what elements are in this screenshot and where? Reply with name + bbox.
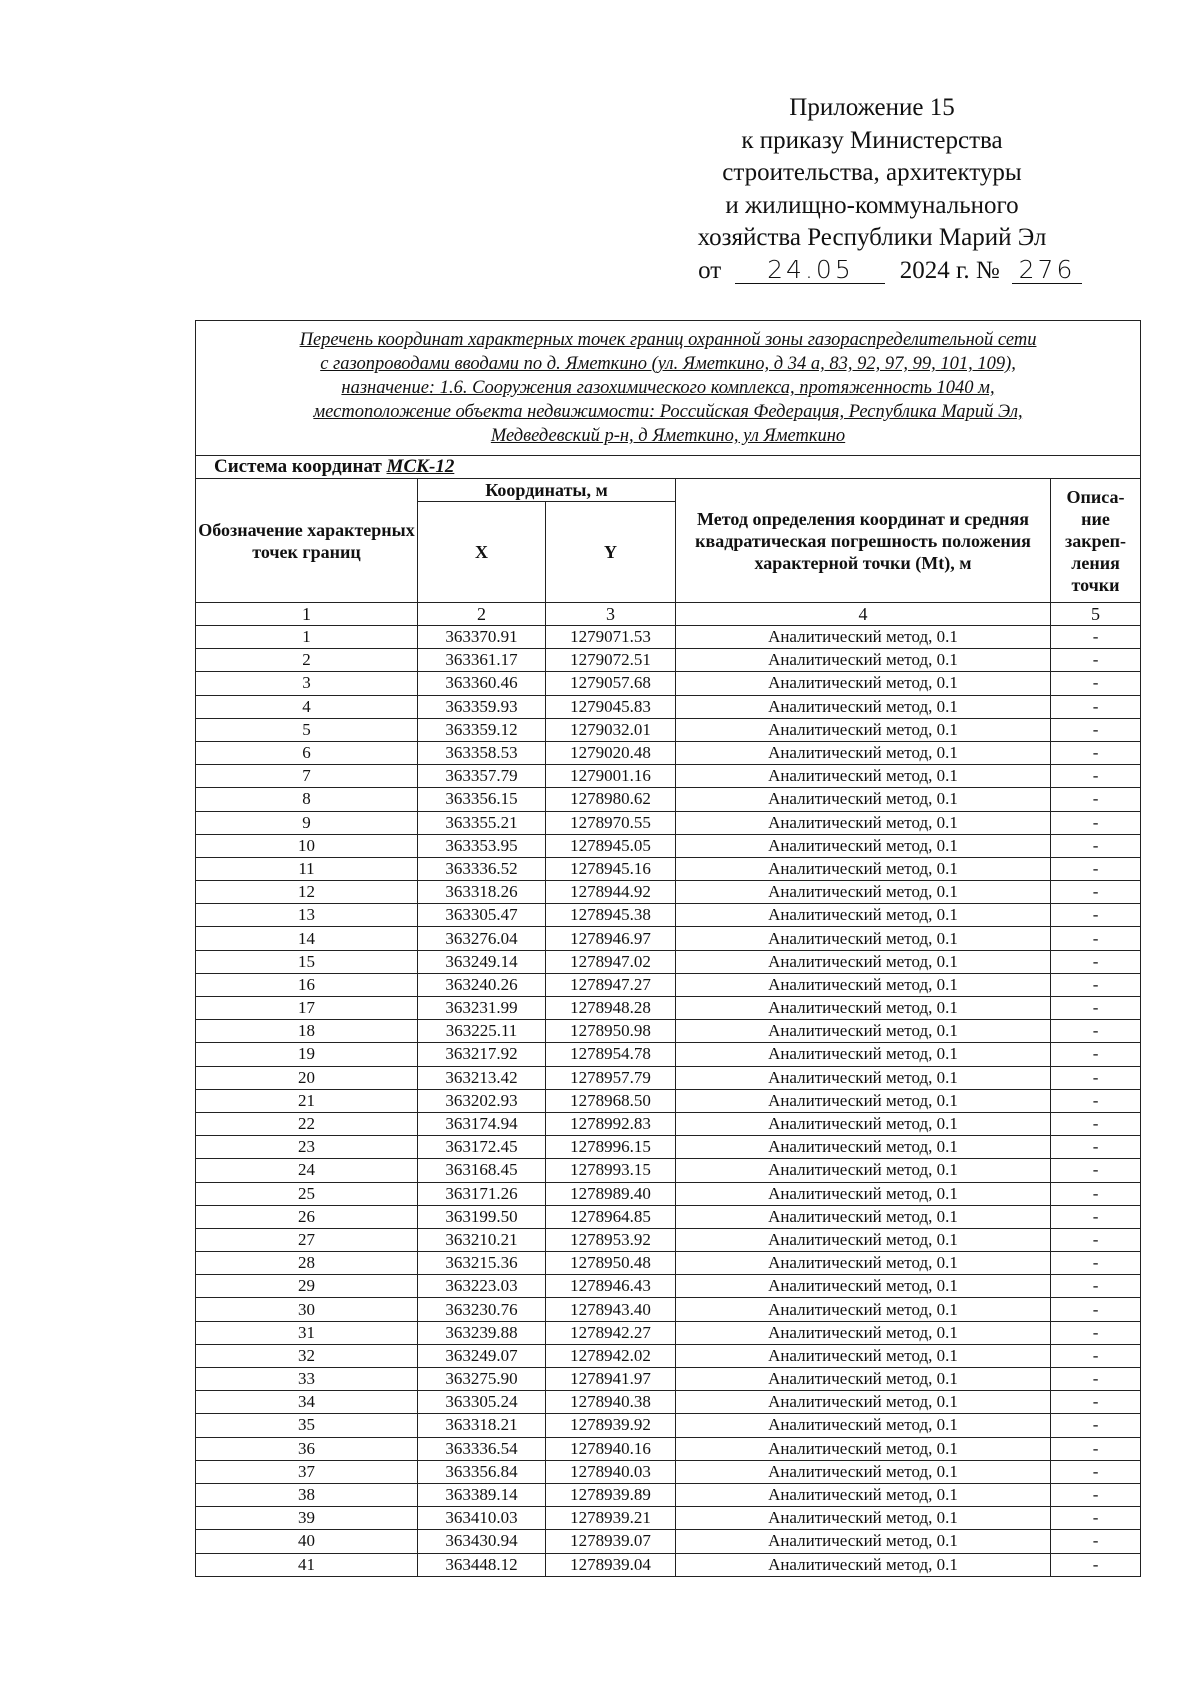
- appendix-line: и жилищно-коммунального: [725, 191, 1019, 219]
- point-number: 16: [196, 973, 418, 996]
- table-row: [196, 718, 1141, 741]
- coord-x: 363230.76: [418, 1298, 546, 1321]
- description-cell: -: [1051, 1159, 1141, 1182]
- description-cell: -: [1051, 834, 1141, 857]
- description-cell: -: [1051, 1530, 1141, 1553]
- coord-y: 1278996.15: [546, 1136, 676, 1159]
- table-row: [196, 834, 1141, 857]
- point-number: 7: [196, 765, 418, 788]
- point-number: 4: [196, 695, 418, 718]
- point-number: 40: [196, 1530, 418, 1553]
- description-cell: -: [1051, 1252, 1141, 1275]
- method-cell: Аналитический метод, 0.1: [676, 788, 1051, 811]
- coord-y: 1278939.07: [546, 1530, 676, 1553]
- coord-x: 363174.94: [418, 1112, 546, 1135]
- coord-x: 363172.45: [418, 1136, 546, 1159]
- coord-x: 363223.03: [418, 1275, 546, 1298]
- point-number: 23: [196, 1136, 418, 1159]
- coord-x: 363213.42: [418, 1066, 546, 1089]
- table-row: [196, 1460, 1141, 1483]
- table-row: [196, 1298, 1141, 1321]
- coord-y: 1278993.15: [546, 1159, 676, 1182]
- point-number: 3: [196, 672, 418, 695]
- table-row: [196, 1414, 1141, 1437]
- method-cell: Аналитический метод, 0.1: [676, 1136, 1051, 1159]
- column-number: 4: [676, 603, 1051, 626]
- coord-y: 1278957.79: [546, 1066, 676, 1089]
- method-cell: Аналитический метод, 0.1: [676, 881, 1051, 904]
- caption-line: Медведевский р-н, д Яметкино, ул Яметкино: [490, 426, 846, 446]
- method-cell: Аналитический метод, 0.1: [676, 649, 1051, 672]
- point-number: 2: [196, 649, 418, 672]
- coord-y: 1278942.02: [546, 1344, 676, 1367]
- table-row: [196, 1066, 1141, 1089]
- header-designation: Обозначение характерных точек границ: [196, 479, 418, 603]
- header-x: X: [418, 502, 546, 603]
- description-cell: -: [1051, 1228, 1141, 1251]
- point-number: 21: [196, 1089, 418, 1112]
- table-row: [196, 672, 1141, 695]
- method-cell: Аналитический метод, 0.1: [676, 1321, 1051, 1344]
- point-number: 1: [196, 626, 418, 649]
- method-cell: Аналитический метод, 0.1: [676, 1553, 1051, 1576]
- caption-line: с газопроводами вводами по д. Яметкино (ул. Яметкино, д 34 а, 83, 92, 97, 99, 101, 109),: [320, 354, 1016, 374]
- table-row: [196, 1159, 1141, 1182]
- table-row: [196, 1437, 1141, 1460]
- order-line: [662, 255, 1082, 288]
- coord-y: 1278945.16: [546, 857, 676, 880]
- appendix-header: [662, 92, 1082, 287]
- method-cell: Аналитический метод, 0.1: [676, 1275, 1051, 1298]
- table-row: [196, 927, 1141, 950]
- method-cell: Аналитический метод, 0.1: [676, 1391, 1051, 1414]
- coord-y: 1278948.28: [546, 997, 676, 1020]
- table-row: [196, 811, 1141, 834]
- point-number: 19: [196, 1043, 418, 1066]
- point-number: 13: [196, 904, 418, 927]
- column-number: 5: [1051, 603, 1141, 626]
- description-cell: -: [1051, 950, 1141, 973]
- coord-y: 1279001.16: [546, 765, 676, 788]
- coord-y: 1278980.62: [546, 788, 676, 811]
- header-coords: Координаты, м: [418, 479, 676, 502]
- point-number: 38: [196, 1483, 418, 1506]
- point-number: 30: [196, 1298, 418, 1321]
- coord-y: 1279072.51: [546, 649, 676, 672]
- method-cell: Аналитический метод, 0.1: [676, 1182, 1051, 1205]
- coord-y: 1278939.92: [546, 1414, 676, 1437]
- coord-y: 1278947.02: [546, 950, 676, 973]
- description-cell: -: [1051, 1089, 1141, 1112]
- description-cell: -: [1051, 1321, 1141, 1344]
- method-cell: Аналитический метод, 0.1: [676, 1089, 1051, 1112]
- coord-x: 363358.53: [418, 741, 546, 764]
- table-row: [196, 741, 1141, 764]
- description-cell: -: [1051, 881, 1141, 904]
- order-prefix: от: [698, 256, 722, 284]
- table-row: [196, 1228, 1141, 1251]
- coord-y: 1278940.38: [546, 1391, 676, 1414]
- point-number: 35: [196, 1414, 418, 1437]
- method-cell: Аналитический метод, 0.1: [676, 1252, 1051, 1275]
- method-cell: Аналитический метод, 0.1: [676, 695, 1051, 718]
- point-number: 15: [196, 950, 418, 973]
- coord-x: 363305.47: [418, 904, 546, 927]
- description-cell: -: [1051, 857, 1141, 880]
- coord-x: 363336.54: [418, 1437, 546, 1460]
- description-cell: -: [1051, 1043, 1141, 1066]
- coord-y: 1279020.48: [546, 741, 676, 764]
- order-year: 2024 г. №: [899, 256, 1000, 284]
- column-number: 3: [546, 603, 676, 626]
- description-cell: -: [1051, 672, 1141, 695]
- appendix-line: строительства, архитектуры: [722, 159, 1022, 186]
- point-number: 20: [196, 1066, 418, 1089]
- coord-x: 363318.26: [418, 881, 546, 904]
- appendix-line: к приказу Министерства: [741, 126, 1003, 154]
- coord-y: 1279032.01: [546, 718, 676, 741]
- method-cell: Аналитический метод, 0.1: [676, 672, 1051, 695]
- coord-y: 1278939.04: [546, 1553, 676, 1576]
- table-row: [196, 881, 1141, 904]
- description-cell: -: [1051, 1483, 1141, 1506]
- description-cell: -: [1051, 788, 1141, 811]
- table-row: [196, 1321, 1141, 1344]
- coord-y: 1278946.97: [546, 927, 676, 950]
- coord-x: 363357.79: [418, 765, 546, 788]
- method-cell: Аналитический метод, 0.1: [676, 1460, 1051, 1483]
- coord-y: 1278945.05: [546, 834, 676, 857]
- table-row: [196, 950, 1141, 973]
- column-numbers-row: [196, 603, 1141, 626]
- table-row: [196, 857, 1141, 880]
- order-date-handwritten: 24.05: [735, 257, 885, 284]
- coord-y: 1278953.92: [546, 1228, 676, 1251]
- point-number: 29: [196, 1275, 418, 1298]
- coord-x: 363356.15: [418, 788, 546, 811]
- point-number: 31: [196, 1321, 418, 1344]
- method-cell: Аналитический метод, 0.1: [676, 1159, 1051, 1182]
- method-cell: Аналитический метод, 0.1: [676, 950, 1051, 973]
- coord-y: 1278939.21: [546, 1507, 676, 1530]
- method-cell: Аналитический метод, 0.1: [676, 1112, 1051, 1135]
- description-cell: -: [1051, 765, 1141, 788]
- order-number-handwritten: 276: [1012, 257, 1082, 284]
- method-cell: Аналитический метод, 0.1: [676, 1020, 1051, 1043]
- table-row: [196, 1275, 1141, 1298]
- appendix-line: Приложение 15: [789, 94, 955, 121]
- method-cell: Аналитический метод, 0.1: [676, 973, 1051, 996]
- table-row: [196, 1507, 1141, 1530]
- coord-x: 363389.14: [418, 1483, 546, 1506]
- table-row: [196, 1205, 1141, 1228]
- method-cell: Аналитический метод, 0.1: [676, 1043, 1051, 1066]
- method-cell: Аналитический метод, 0.1: [676, 1205, 1051, 1228]
- coord-x: 363318.21: [418, 1414, 546, 1437]
- description-cell: -: [1051, 1368, 1141, 1391]
- description-cell: -: [1051, 973, 1141, 996]
- coord-y: 1278945.38: [546, 904, 676, 927]
- point-number: 22: [196, 1112, 418, 1135]
- description-cell: -: [1051, 1344, 1141, 1367]
- description-cell: -: [1051, 904, 1141, 927]
- table-row: [196, 1089, 1141, 1112]
- coord-y: 1278940.03: [546, 1460, 676, 1483]
- coord-x: 363361.17: [418, 649, 546, 672]
- table-row: [196, 1112, 1141, 1135]
- coord-y: 1278947.27: [546, 973, 676, 996]
- table-row: [196, 997, 1141, 1020]
- method-cell: Аналитический метод, 0.1: [676, 1344, 1051, 1367]
- coord-y: 1278968.50: [546, 1089, 676, 1112]
- description-cell: -: [1051, 1437, 1141, 1460]
- coord-y: 1278992.83: [546, 1112, 676, 1135]
- coord-x: 363215.36: [418, 1252, 546, 1275]
- description-cell: -: [1051, 626, 1141, 649]
- coord-x: 363239.88: [418, 1321, 546, 1344]
- description-cell: -: [1051, 1507, 1141, 1530]
- method-cell: Аналитический метод, 0.1: [676, 1414, 1051, 1437]
- point-number: 10: [196, 834, 418, 857]
- coord-x: 363359.12: [418, 718, 546, 741]
- coord-y: 1278941.97: [546, 1368, 676, 1391]
- description-cell: -: [1051, 649, 1141, 672]
- coordinate-system: [196, 456, 1141, 479]
- method-cell: Аналитический метод, 0.1: [676, 857, 1051, 880]
- coord-x: 363168.45: [418, 1159, 546, 1182]
- method-cell: Аналитический метод, 0.1: [676, 1298, 1051, 1321]
- coord-x: 363276.04: [418, 927, 546, 950]
- method-cell: Аналитический метод, 0.1: [676, 765, 1051, 788]
- table-row: [196, 1483, 1141, 1506]
- method-cell: Аналитический метод, 0.1: [676, 626, 1051, 649]
- point-number: 41: [196, 1553, 418, 1576]
- description-cell: -: [1051, 1391, 1141, 1414]
- coord-x: 363217.92: [418, 1043, 546, 1066]
- table-row: [196, 649, 1141, 672]
- point-number: 17: [196, 997, 418, 1020]
- table-row: [196, 765, 1141, 788]
- coord-x: 363430.94: [418, 1530, 546, 1553]
- coord-y: 1279071.53: [546, 626, 676, 649]
- point-number: 26: [196, 1205, 418, 1228]
- description-cell: -: [1051, 1460, 1141, 1483]
- point-number: 6: [196, 741, 418, 764]
- method-cell: Аналитический метод, 0.1: [676, 1437, 1051, 1460]
- description-cell: -: [1051, 741, 1141, 764]
- coord-y: 1278970.55: [546, 811, 676, 834]
- point-number: 11: [196, 857, 418, 880]
- point-number: 14: [196, 927, 418, 950]
- table-row: [196, 1043, 1141, 1066]
- coord-x: 363448.12: [418, 1553, 546, 1576]
- coord-y: 1279045.83: [546, 695, 676, 718]
- table-row: [196, 1344, 1141, 1367]
- coord-y: 1278940.16: [546, 1437, 676, 1460]
- method-cell: Аналитический метод, 0.1: [676, 718, 1051, 741]
- coord-x: 363360.46: [418, 672, 546, 695]
- table-row: [196, 788, 1141, 811]
- description-cell: -: [1051, 1298, 1141, 1321]
- coord-x: 363336.52: [418, 857, 546, 880]
- point-number: 9: [196, 811, 418, 834]
- table-row: [196, 1136, 1141, 1159]
- method-cell: Аналитический метод, 0.1: [676, 1507, 1051, 1530]
- description-cell: -: [1051, 695, 1141, 718]
- method-cell: Аналитический метод, 0.1: [676, 741, 1051, 764]
- table-row: [196, 1368, 1141, 1391]
- column-number: 2: [418, 603, 546, 626]
- coord-x: 363359.93: [418, 695, 546, 718]
- description-cell: -: [1051, 1112, 1141, 1135]
- method-cell: Аналитический метод, 0.1: [676, 834, 1051, 857]
- point-number: 34: [196, 1391, 418, 1414]
- description-cell: -: [1051, 1136, 1141, 1159]
- coord-x: 363356.84: [418, 1460, 546, 1483]
- table-row: [196, 1252, 1141, 1275]
- description-cell: -: [1051, 1275, 1141, 1298]
- coord-x: 363199.50: [418, 1205, 546, 1228]
- coord-x: 363231.99: [418, 997, 546, 1020]
- point-number: 33: [196, 1368, 418, 1391]
- point-number: 8: [196, 788, 418, 811]
- point-number: 24: [196, 1159, 418, 1182]
- coord-x: 363355.21: [418, 811, 546, 834]
- table-row: [196, 973, 1141, 996]
- point-number: 32: [196, 1344, 418, 1367]
- description-cell: -: [1051, 718, 1141, 741]
- description-cell: -: [1051, 1553, 1141, 1576]
- description-cell: -: [1051, 811, 1141, 834]
- table-row: [196, 695, 1141, 718]
- table-row: [196, 1553, 1141, 1576]
- table-body: [196, 626, 1141, 1577]
- method-cell: Аналитический метод, 0.1: [676, 904, 1051, 927]
- method-cell: Аналитический метод, 0.1: [676, 927, 1051, 950]
- column-number: 1: [196, 603, 418, 626]
- description-cell: -: [1051, 1020, 1141, 1043]
- description-cell: -: [1051, 927, 1141, 950]
- description-cell: -: [1051, 1182, 1141, 1205]
- caption-line: назначение: 1.6. Сооружения газохимического комплекса, протяженность 1040 м,: [341, 378, 995, 398]
- point-number: 28: [196, 1252, 418, 1275]
- coord-y: 1278946.43: [546, 1275, 676, 1298]
- point-number: 5: [196, 718, 418, 741]
- coord-x: 363410.03: [418, 1507, 546, 1530]
- point-number: 36: [196, 1437, 418, 1460]
- method-cell: Аналитический метод, 0.1: [676, 997, 1051, 1020]
- coord-x: 363171.26: [418, 1182, 546, 1205]
- coord-y: 1278954.78: [546, 1043, 676, 1066]
- coord-x: 363202.93: [418, 1089, 546, 1112]
- coord-y: 1278950.48: [546, 1252, 676, 1275]
- coord-x: 363275.90: [418, 1368, 546, 1391]
- table-row: [196, 1391, 1141, 1414]
- coord-y: 1278944.92: [546, 881, 676, 904]
- method-cell: Аналитический метод, 0.1: [676, 811, 1051, 834]
- point-number: 18: [196, 1020, 418, 1043]
- coord-y: 1278939.89: [546, 1483, 676, 1506]
- point-number: 37: [196, 1460, 418, 1483]
- coord-x: 363225.11: [418, 1020, 546, 1043]
- method-cell: Аналитический метод, 0.1: [676, 1483, 1051, 1506]
- coord-x: 363305.24: [418, 1391, 546, 1414]
- coord-x: 363249.14: [418, 950, 546, 973]
- table-row: [196, 1020, 1141, 1043]
- method-cell: Аналитический метод, 0.1: [676, 1066, 1051, 1089]
- coordinate-system-label: Система координат: [214, 456, 382, 477]
- description-cell: -: [1051, 1205, 1141, 1228]
- description-cell: -: [1051, 1414, 1141, 1437]
- table-caption: [196, 321, 1141, 456]
- description-cell: -: [1051, 997, 1141, 1020]
- coord-y: 1278943.40: [546, 1298, 676, 1321]
- coord-y: 1278942.27: [546, 1321, 676, 1344]
- coordinate-system-value: МСК-12: [386, 456, 455, 477]
- method-cell: Аналитический метод, 0.1: [676, 1228, 1051, 1251]
- coord-y: 1278989.40: [546, 1182, 676, 1205]
- appendix-line: хозяйства Республики Марий Эл: [697, 224, 1047, 251]
- coord-x: 363249.07: [418, 1344, 546, 1367]
- method-cell: Аналитический метод, 0.1: [676, 1368, 1051, 1391]
- header-y: Y: [546, 502, 676, 603]
- coord-y: 1278964.85: [546, 1205, 676, 1228]
- point-number: 25: [196, 1182, 418, 1205]
- coord-x: 363210.21: [418, 1228, 546, 1251]
- coord-x: 363353.95: [418, 834, 546, 857]
- caption-line: Перечень координат характерных точек границ охранной зоны газораспределительной сети: [299, 330, 1037, 350]
- point-number: 27: [196, 1228, 418, 1251]
- table-row: [196, 626, 1141, 649]
- header-method: Метод определения координат и средняя квадратическая погрешность положения характерной точки (Mt), м: [676, 479, 1051, 603]
- coord-x: 363370.91: [418, 626, 546, 649]
- table-row: [196, 1182, 1141, 1205]
- coord-y: 1279057.68: [546, 672, 676, 695]
- coord-x: 363240.26: [418, 973, 546, 996]
- coordinates-table: [195, 320, 1141, 1577]
- point-number: 12: [196, 881, 418, 904]
- table-row: [196, 1530, 1141, 1553]
- table-row: [196, 904, 1141, 927]
- coord-y: 1278950.98: [546, 1020, 676, 1043]
- caption-line: местоположение объекта недвижимости: Российская Федерация, Республика Марий Эл,: [313, 402, 1023, 422]
- description-cell: -: [1051, 1066, 1141, 1089]
- method-cell: Аналитический метод, 0.1: [676, 1530, 1051, 1553]
- point-number: 39: [196, 1507, 418, 1530]
- header-description: Описа-ние закреп-ления точки: [1051, 479, 1141, 603]
